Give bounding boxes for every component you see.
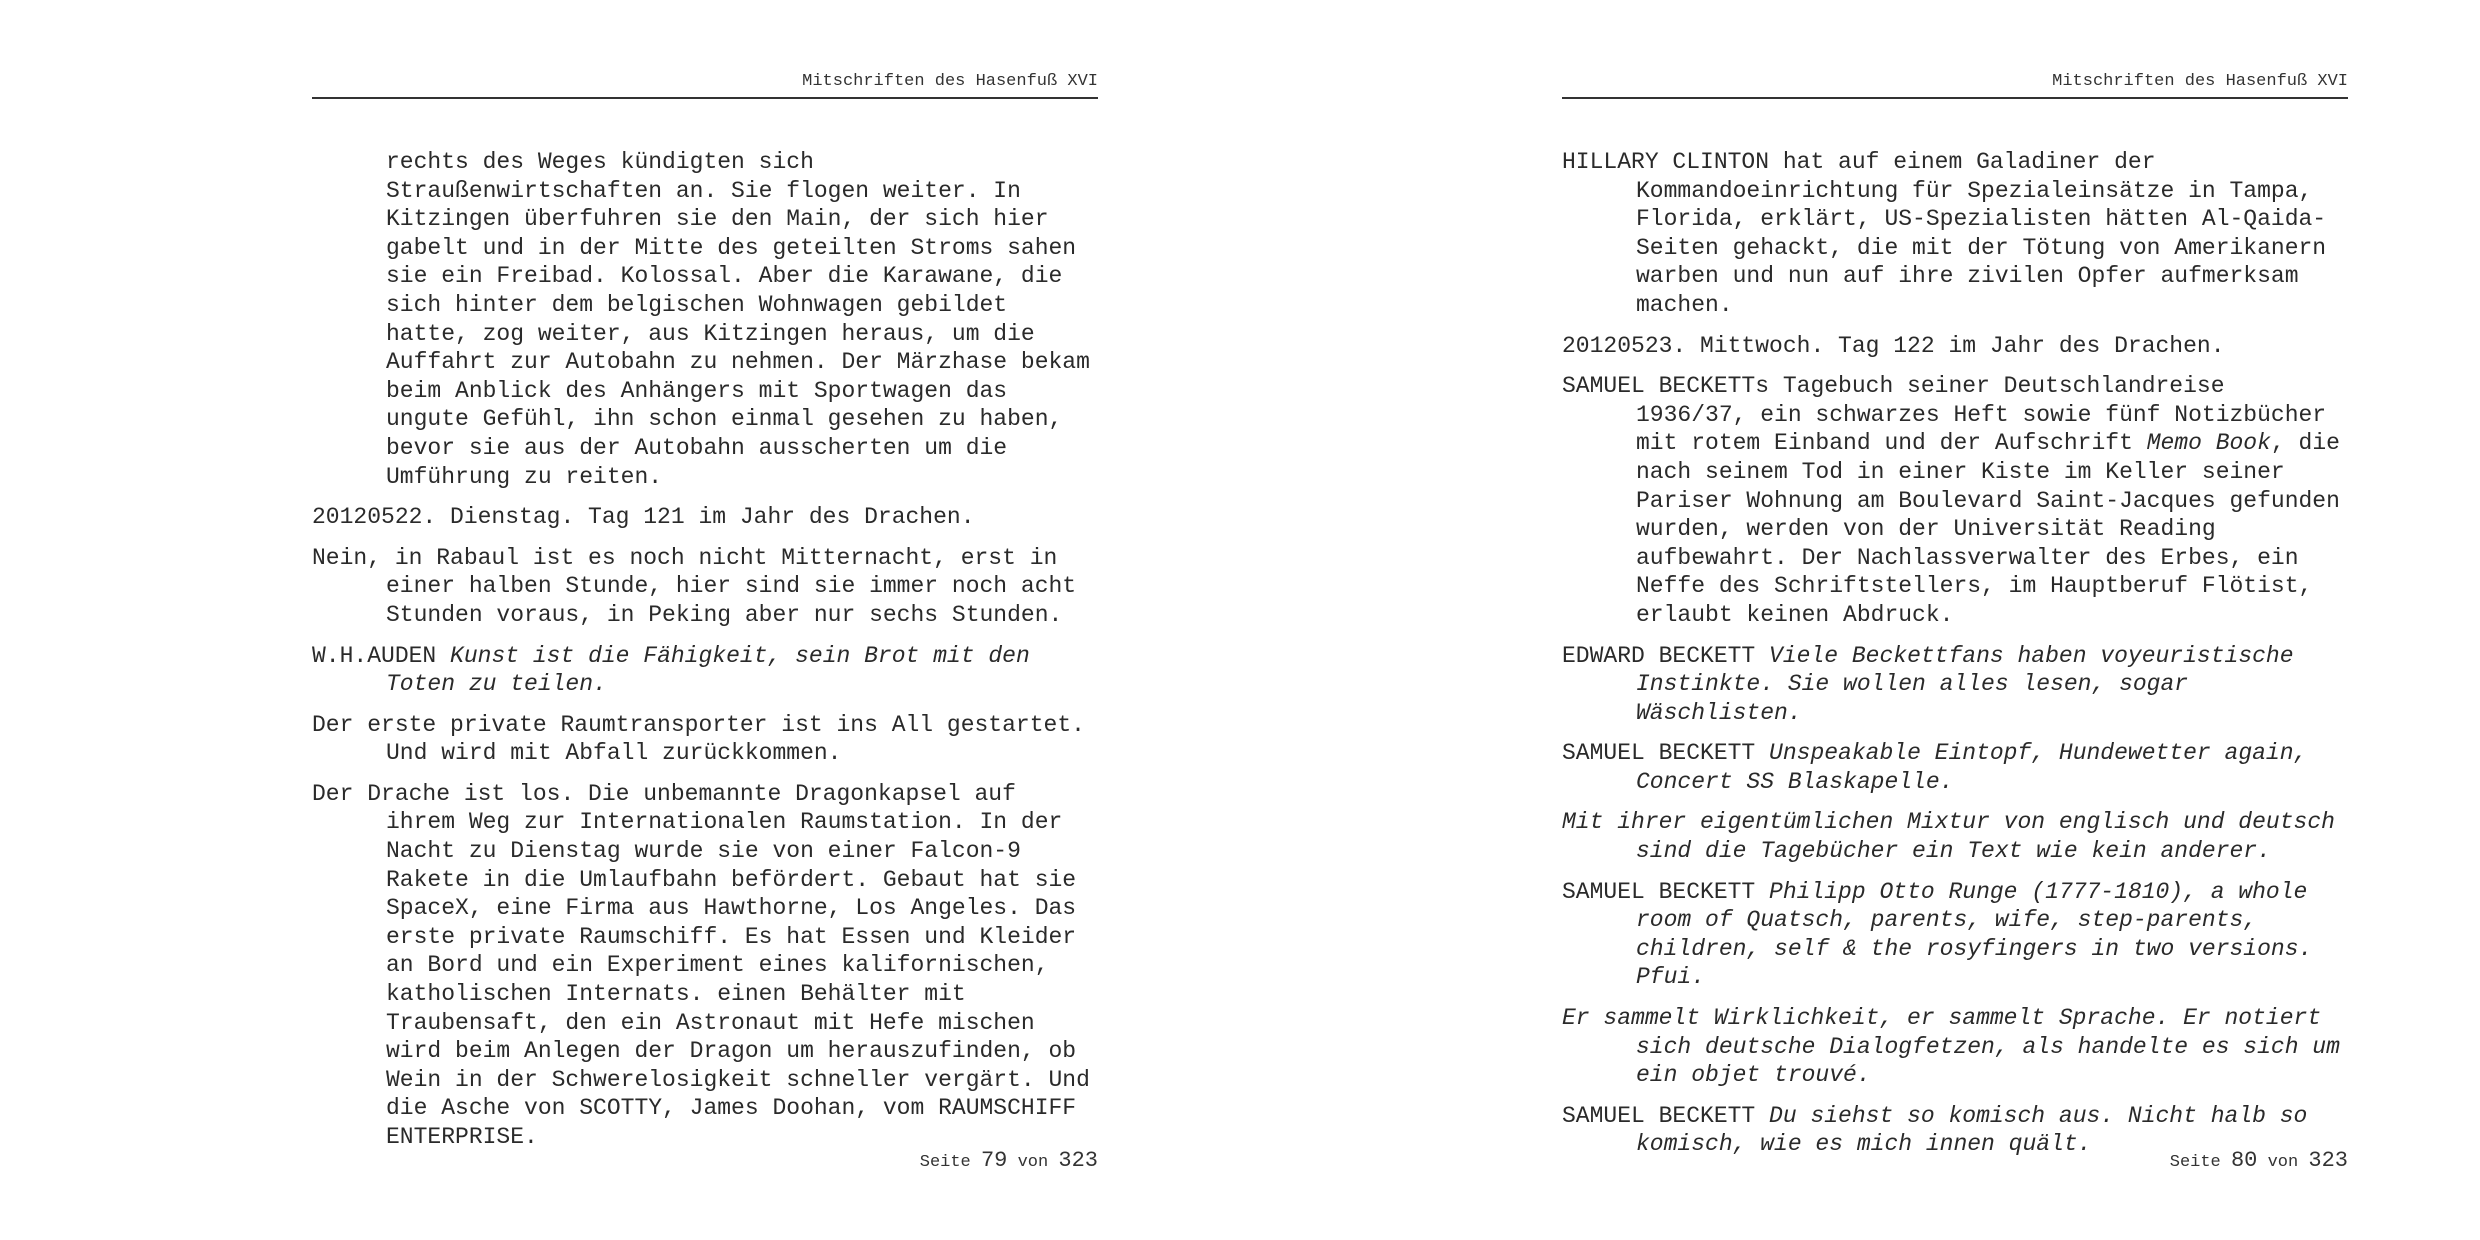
paragraph-text: Der erste private Raumtransporter ist ins All gestartet. Und wird mit Abfall zurückkommen. [312, 711, 1085, 767]
running-header: Mitschriften des Hasenfuß XVI [1562, 72, 2348, 99]
paragraph [312, 780, 1098, 1152]
paragraph-text: Mit ihrer eigentümlichen Mixtur von englisch und deutsch sind die Tagebücher ein Text wie kein anderer. [1562, 809, 2335, 865]
page-body [312, 148, 1098, 1164]
quote-text: Viele Beckettfans haben voyeuristische Instinkte. Sie wollen alles lesen, sogar Wäschlisten. [1636, 642, 2294, 726]
quote-paragraph [312, 642, 1098, 699]
page-body [1562, 148, 2348, 1171]
paragraph [312, 711, 1098, 768]
footer-prefix: Seite [919, 1153, 971, 1172]
page-total: 323 [2308, 1148, 2348, 1173]
paragraph [1562, 808, 2348, 865]
paragraph-text: Er sammelt Wirklichkeit, er sammelt Sprache. Er notiert sich deutsche Dialogfetzen, als handelte es sich um ein objet trouvé. [1562, 1005, 2340, 1089]
paragraph-text: SAMUEL BECKETTs Tagebuch seiner Deutschlandreise 1936/37, ein schwarzes Heft sowie fünf Notizbücher mit rotem Einband und der Aufschrift [1562, 373, 2327, 457]
quote-paragraph [1562, 878, 2348, 992]
paragraph-text: HILLARY CLINTON hat auf einem Galadiner der Kommandoeinrichtung für Spezialeinsätze in Tampa, Florida, erklärt, US-Spezialisten hätten Al-Qaida-Seiten gehackt, die mit der Tötung von Amerikanern warben und nun auf ihre zivilen Opfer aufmerksam machen. [1562, 149, 2327, 318]
quote-paragraph [1562, 642, 2348, 728]
quote-text: Unspeakable Eintopf, Hundewetter again, Concert SS Blaskapelle. [1636, 740, 2308, 795]
paragraph-text: Der Drache ist los. Die unbemannte Dragonkapsel auf ihrem Weg zur Internationalen Raumstation. In der Nacht zu Dienstag wurde sie von einer Falcon-9 Rakete in die Umlaufbahn befördert. Gebaut hat sie SpaceX, eine Firma aus Hawthorne, Los Angeles. Das erste private Raumschiff. Es hat Essen und Kleider an Bord und ein Experiment eines kalifornischen, katholischen Internats. einen Behälter mit Traubensaft, den ein Astronaut mit Hefe mischen wird beim Anlegen der Dragon um herauszufinden, ob Wein in der Schwerelosigkeit schneller vergärt. Und die Asche von SCOTTY, James Doohan, vom RAUMSCHIFF ENTERPRISE. [312, 780, 1090, 1150]
page-footer [2170, 1148, 2348, 1173]
right-page [1562, 0, 2348, 1240]
page-number: 79 [980, 1148, 1008, 1173]
paragraph-text: , die nach seinem Tod in einer Kiste im Keller seiner Pariser Wohnung am Boulevard Saint-Jacques gefunden wurden, werden von der Universität Reading aufbewahrt. Der Nachlassverwalter des Erbes, ein Neffe des Schriftstellers, im Hauptberuf Flötist, erlaubt keinen Abdruck. [1636, 430, 2340, 628]
paragraph-text: Nein, in Rabaul ist es noch nicht Mitternacht, erst in einer halben Stunde, hier sind sie immer noch acht Stunden voraus, in Peking aber nur sechs Stunden. [312, 544, 1077, 628]
page-total: 323 [1058, 1148, 1098, 1173]
paragraph-text: rechts des Weges kündigten sich Straußenwirtschaften an. Sie flogen weiter. In Kitzingen überfuhren sie den Main, der sich hier gabelt und in der Mitte des geteilten Stroms sahen sie ein Freibad. Kolossal. Aber die Karawane, die sich hinter dem belgischen Wohnwagen gebildet hatte, zog weiter, aus Kitzingen heraus, um die Auffahrt zur Autobahn zu nehmen. Der Märzhase bekam beim Anblick des Anhängers mit Sportwagen das ungute Gefühl, ihn schon einmal gesehen zu haben, bevor sie aus der Autobahn ausscherten um die Umführung zu reiten. [386, 149, 1090, 490]
paragraph-text: 20120522. Dienstag. Tag 121 im Jahr des Drachen. [312, 504, 975, 531]
date-line [1562, 332, 2348, 361]
page-number: 80 [2230, 1148, 2258, 1173]
footer-mid: von [2267, 1153, 2299, 1172]
quote-text: Du siehst so komisch aus. Nicht halb so komisch, wie es mich innen quält. [1636, 1102, 2308, 1158]
paragraph [1562, 372, 2348, 629]
quote-author: SAMUEL BECKETT [1562, 1102, 1756, 1129]
left-page [312, 0, 1098, 1240]
paragraph [312, 544, 1098, 630]
quote-text: Philipp Otto Runge (1777-1810), a whole room of Quatsch, parents, wife, step-parents, children, self & the rosyfingers in two versions. Pfui. [1636, 878, 2313, 991]
paragraph [312, 148, 1098, 491]
quote-author: W.H.AUDEN [312, 642, 437, 669]
quote-author: EDWARD BECKETT [1562, 642, 1756, 669]
quote-author: SAMUEL BECKETT [1562, 740, 1756, 767]
footer-mid: von [1017, 1153, 1049, 1172]
quote-author: SAMUEL BECKETT [1562, 878, 1756, 905]
paragraph [1562, 1004, 2348, 1090]
footer-prefix: Seite [2169, 1153, 2221, 1172]
paragraph-text: 20120523. Mittwoch. Tag 122 im Jahr des Drachen. [1562, 332, 2225, 359]
paragraph [1562, 148, 2348, 320]
quote-text: Kunst ist die Fähigkeit, sein Brot mit den Toten zu teilen. [386, 642, 1030, 698]
quote-paragraph [1562, 739, 2348, 796]
book-title: Memo Book [2146, 430, 2271, 457]
page-footer [920, 1148, 1098, 1173]
date-line [312, 503, 1098, 532]
running-header: Mitschriften des Hasenfuß XVI [312, 72, 1098, 99]
